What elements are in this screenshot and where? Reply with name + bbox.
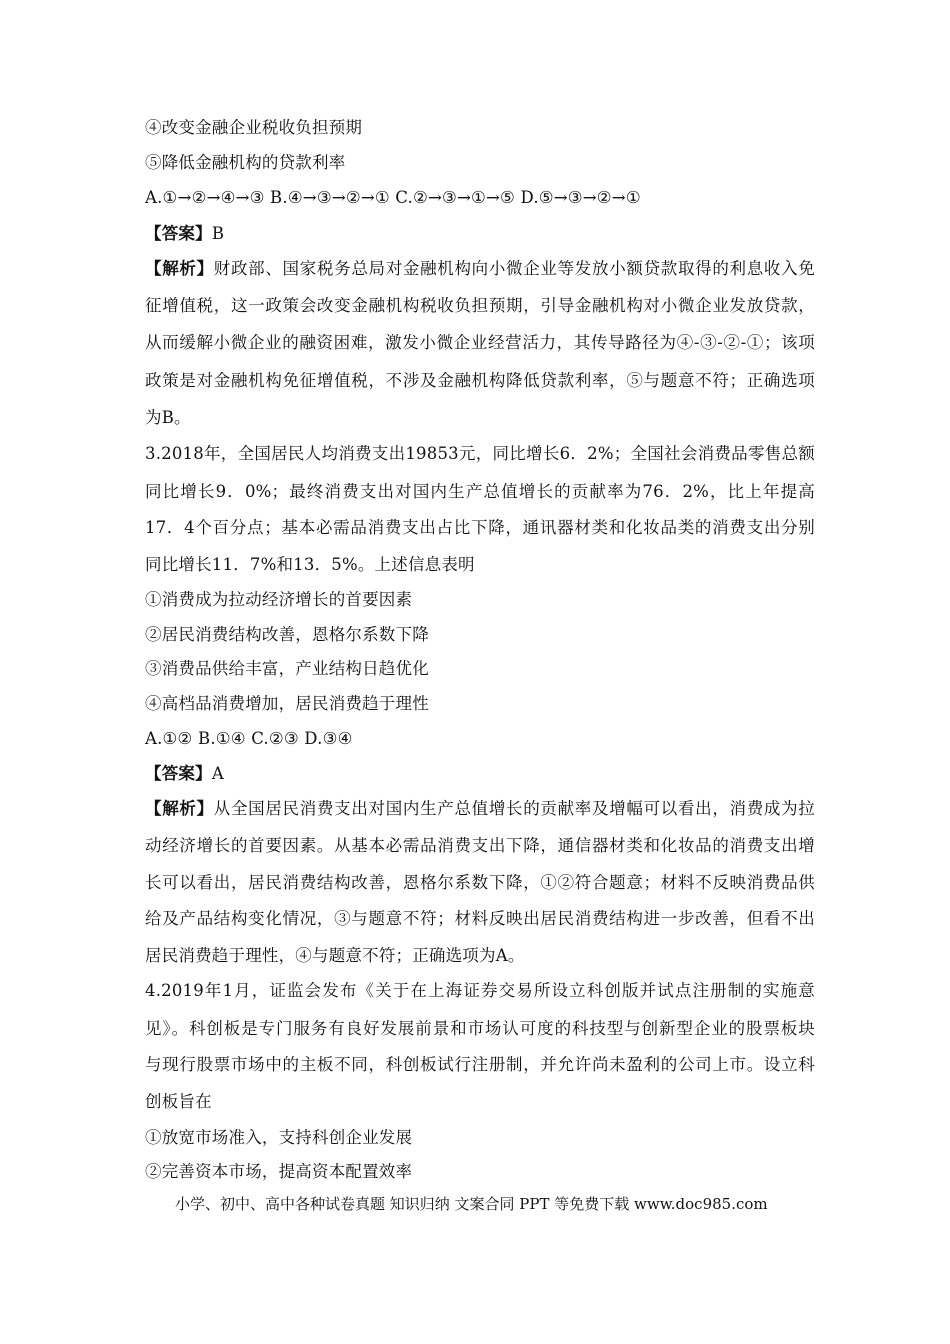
question-line: 同比增长9．0%；最终消费支出对国内生产总值增长的贡献率为76．2%，比上年提高 <box>145 482 815 501</box>
analysis-line: 政策是对金融机构免征增值税，不涉及金融机构降低贷款利率，⑤与题意不符；正确选项 <box>145 371 815 390</box>
option-line: ④高档品消费增加，居民消费趋于理性 <box>145 694 429 713</box>
analysis-line <box>145 259 815 279</box>
analysis-line: 征增值税，这一政策会改变金融机构税收负担预期，引导金融机构对小微企业发放贷款， <box>145 296 815 315</box>
option-line: ②居民消费结构改善，恩格尔系数下降 <box>145 625 429 644</box>
question-line: 创板旨在 <box>145 1092 212 1111</box>
analysis-line: 动经济增长的首要因素。从基本必需品消费支出下降，通信器材类和化妆品的消费支出增 <box>145 836 815 855</box>
analysis-label: 【解析】 <box>145 799 214 818</box>
option-line: ③消费品供给丰富，产业结构日趋优化 <box>145 659 429 678</box>
analysis-label: 【解析】 <box>145 259 214 278</box>
question-line: 同比增长11．7%和13．5%。上述信息表明 <box>145 555 475 574</box>
option-line: ①消费成为拉动经济增长的首要因素 <box>145 590 413 609</box>
answer-value: A <box>211 764 224 783</box>
question-line: 见》。科创板是专门服务有良好发展前景和市场认可度的科技型与创新型企业的股票板块 <box>145 1019 815 1038</box>
question-line: 4.2019年1月，证监会发布《关于在上海证券交易所设立科创版并试点注册制的实施意 <box>145 981 815 1000</box>
analysis-line: 从而缓解小微企业的融资困难，激发小微企业经营活力，其传导路径为④-③-②-①；该项 <box>145 333 815 352</box>
analysis-line <box>145 799 815 819</box>
analysis-line: 长可以看出，居民消费结构改善，恩格尔系数下降，①②符合题意；材料不反映消费品供 <box>145 873 815 892</box>
option-line: ②完善资本市场，提高资本配置效率 <box>145 1162 413 1181</box>
analysis-line: 居民消费趋于理性，④与题意不符；正确选项为A。 <box>145 946 525 965</box>
option-line: ①放宽市场准入，支持科创企业发展 <box>145 1128 413 1147</box>
analysis-line: 为B。 <box>145 408 191 427</box>
answer-line <box>145 764 815 784</box>
question-line: 与现行股票市场中的主板不同，科创板试行注册制，并允许尚未盈利的公司上市。设立科 <box>145 1055 815 1074</box>
choice-line: A.①② B.①④ C.②③ D.③④ <box>145 729 353 748</box>
option-line: ④改变金融企业税收负担预期 <box>145 118 363 137</box>
answer-label: 【答案】 <box>145 764 212 783</box>
question-line: 3.2018年，全国居民人均消费支出19853元，同比增长6．2%；全国社会消费品零售总额 <box>145 444 815 463</box>
analysis-text: 从全国居民消费支出对国内生产总值增长的贡献率及增幅可以看出，消费成为拉 <box>213 799 815 818</box>
answer-line <box>145 224 815 244</box>
option-line: ⑤降低金融机构的贷款利率 <box>145 153 346 172</box>
analysis-line: 给及产品结构变化情况，③与题意不符；材料反映出居民消费结构进一步改善，但看不出 <box>145 909 815 928</box>
answer-value: B <box>211 224 225 243</box>
question-line: 17．4个百分点；基本必需品消费支出占比下降，通讯器材类和化妆品类的消费支出分别 <box>145 518 815 537</box>
analysis-text: 财政部、国家税务总局对金融机构向小微企业等发放小额贷款取得的利息收入免 <box>213 259 815 278</box>
page-footer: 小学、初中、高中各种试卷真题 知识归纳 文案合同 PPT 等免费下载 www.doc985.com <box>175 1195 768 1213</box>
choice-line: A.①→②→④→③ B.④→③→②→① C.②→③→①→⑤ D.⑤→③→②→① <box>145 188 641 207</box>
answer-label: 【答案】 <box>145 224 212 243</box>
